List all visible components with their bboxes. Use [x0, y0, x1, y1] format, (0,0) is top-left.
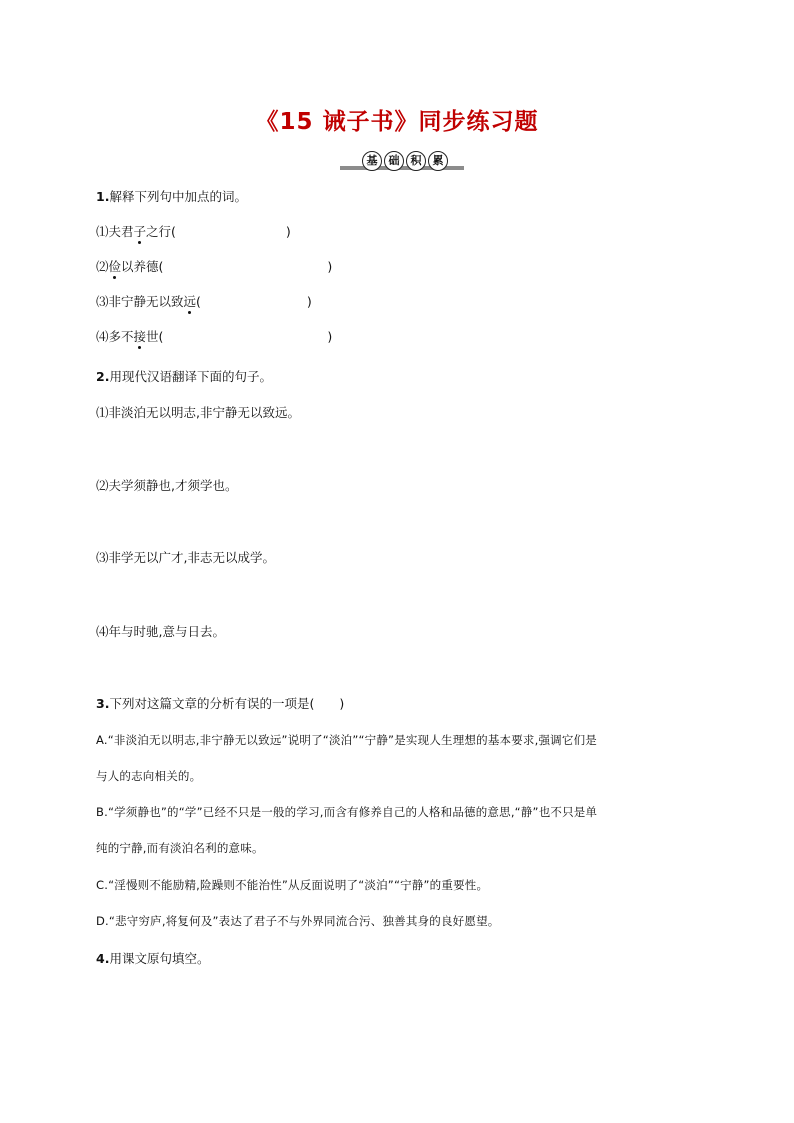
question-1-stem — [96, 187, 247, 205]
item-text: ⑵ — [96, 259, 109, 274]
question-1-item-1 — [96, 222, 291, 240]
item-text: 以养德( — [121, 259, 164, 274]
item-text: ⑷多不 — [96, 329, 134, 344]
question-text: 解释下列句中加点的词。 — [109, 189, 247, 204]
option-b: B.“学须静也”的“学”已经不只是一般的学习,而含有修养自己的人格和品德的意思,“静”也不只是单 — [96, 805, 598, 819]
item-text: ( — [196, 294, 201, 309]
option-b-continued: 纯的宁静,而有淡泊名利的意味。 — [96, 841, 264, 855]
question-4-stem — [96, 949, 209, 967]
item-paren: ) — [327, 329, 333, 344]
option-d: D.“悲守穷庐,将复何及”表达了君子不与外界同流合污、独善其身的良好愿望。 — [96, 914, 500, 928]
question-2-item-4: ⑷年与时驰,意与日去。 — [96, 624, 225, 639]
question-2-item-3: ⑶非学无以广才,非志无以成学。 — [96, 550, 275, 565]
question-number: 1. — [96, 189, 110, 204]
question-1-item-2 — [96, 257, 332, 275]
question-2-item-2: ⑵夫学须静也,才须学也。 — [96, 478, 238, 493]
page-title: 《15 诫子书》同步练习题 — [255, 109, 539, 135]
section-char: 累 — [428, 151, 448, 171]
section-header-basic-accumulation — [340, 151, 464, 173]
item-paren: ) — [306, 294, 312, 309]
option-a: A.“非淡泊无以明志,非宁静无以致远”说明了“淡泊”“宁静”是实现人生理想的基本要求,强调它们是 — [96, 733, 597, 747]
dotted-word: 接 — [133, 329, 147, 344]
question-text: 下列对这篇文章的分析有误的一项是( ) — [109, 696, 345, 711]
dotted-word: 子 — [133, 224, 147, 239]
dotted-word: 远 — [183, 294, 197, 309]
question-number: 2. — [96, 369, 110, 384]
item-text: ⑶非宁静无以致 — [96, 294, 184, 309]
question-number: 4. — [96, 951, 110, 966]
section-char: 基 — [362, 151, 382, 171]
item-paren: ) — [327, 259, 333, 274]
question-number: 3. — [96, 696, 110, 711]
item-text: 之行( — [146, 224, 176, 239]
item-paren: ) — [285, 224, 291, 239]
option-c: C.“淫慢则不能励精,险躁则不能治性”从反面说明了“淡泊”“宁静”的重要性。 — [96, 878, 489, 892]
dotted-word: 俭 — [108, 259, 122, 274]
option-a-continued: 与人的志向相关的。 — [96, 769, 202, 783]
question-2-item-1: ⑴非淡泊无以明志,非宁静无以致远。 — [96, 405, 300, 420]
section-char: 础 — [384, 151, 404, 171]
item-text: ⑴夫君 — [96, 224, 134, 239]
question-text: 用现代汉语翻译下面的句子。 — [109, 369, 272, 384]
question-3-stem — [96, 694, 344, 712]
section-char: 积 — [406, 151, 426, 171]
question-1-item-3 — [96, 292, 312, 310]
item-text: 世( — [146, 329, 164, 344]
question-text: 用课文原句填空。 — [109, 951, 210, 966]
question-2-stem — [96, 367, 272, 385]
question-1-item-4 — [96, 327, 332, 345]
